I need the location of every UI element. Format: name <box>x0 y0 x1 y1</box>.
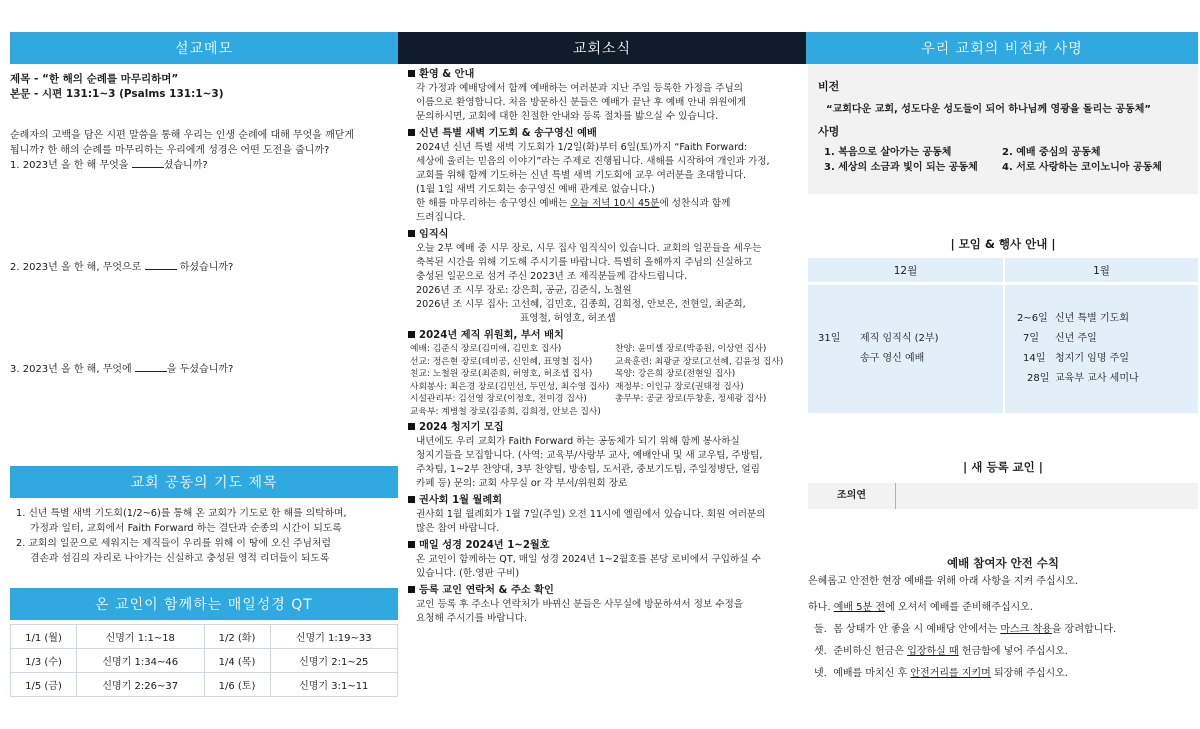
answer-blank <box>145 260 177 270</box>
table-row: 1/3 (수) 신명기 1:34~46 1/4 (목) 신명기 2:1~25 <box>11 649 398 673</box>
qt-table <box>10 624 398 697</box>
question-1: 1. 2023년 올 한 해 무엇을 셨습니까? <box>10 160 208 171</box>
question-3: 3. 2023년 올 한 해, 무엇에 을 두셨습니까? <box>10 364 234 375</box>
intro-line: 순례자의 고백을 담은 시편 말씀을 통해 우리는 인생 순례에 대해 무엇을 깨닫게 <box>10 130 355 141</box>
events-jan-header: 1월 <box>1004 258 1198 282</box>
events-heading: | 모임 & 행사 안내 | <box>950 237 1056 251</box>
table-row: 1/1 (월) 신명기 1:1~18 1/2 (화) 신명기 1:19~33 <box>11 625 398 649</box>
news-heading: 환영 & 안내 <box>408 68 800 82</box>
news-body: 각 가정과 예배당에서 함께 예배하는 여러분과 지난 주일 등록한 가정을 주님의 이름으로 환영합니다. 처음 방문하신 분들은 예배가 끝난 후 예배 안내 위원에게 문의하시면, 교회에 대한 친절한 안내와 등록 절차를 밟으실 수 있습니다. <box>416 83 747 122</box>
church-news-header: 교회소식 <box>398 32 806 64</box>
answer-blank <box>132 158 164 168</box>
vision-text: “교회다운 교회, 성도다운 성도들이 되어 하나님께 영광을 돌리는 공동체” <box>826 104 1151 115</box>
answer-blank <box>135 362 167 372</box>
news-body: 오늘 2부 예배 중 시무 장로, 시무 집사 임직식이 있습니다. 교회의 일꾼들을 세우는 축복된 시간을 위해 기도해 주시기를 바랍니다. 특별히 올해까지 주님의 신실하고 충성된 일꾼으로 섬겨 주신 2023년 조 제직분들께 감사드립니다. 2026년 조 시무 장로: 강은희, 공균, 김준식, 노철원 2026년 조 시무 집사: 고선혜, 김민호, 김종희, 김희정, 안보은, 전현일, 최준희, 표영철, 허영호, 허조셉 <box>416 243 762 324</box>
prayer-header: 교회 공동의 기도 제목 <box>10 466 398 498</box>
safety-item: 넷. 예배를 마치신 후 안전거리를 지키며 퇴장해 주십시오. <box>814 668 1068 679</box>
intro-line: 됩니까? 한 해의 순례를 마무리하는 우리에게 성경은 어떤 도전을 줍니까? <box>10 145 330 156</box>
events-table <box>808 258 1198 413</box>
new-members-heading: | 새 등록 교인 | <box>963 460 1043 474</box>
sermon-text: 본문 - 시편 131:1~3 (Psalms 131:1~3) <box>10 88 224 100</box>
new-member-name: 조의연 <box>808 483 896 509</box>
events-dec-header: 12월 <box>808 258 1004 282</box>
prayer-item-cont: 가정과 일터, 교회에서 Faith Forward 하는 결단과 순종의 시간이 되도록 <box>30 523 342 534</box>
news-body: 내년에도 우리 교회가 Faith Forward 하는 공동체가 되기 위해 함께 봉사하실 청지기들을 모집합니다. (사역: 교육부/사랑부 교사, 예배안내 및 새 교우팀, 주방팀, 주차팀, 1~2부 찬양대, 3부 찬양팀, 방송팀, 도서관, 중보기도팀, 주일정병단, 얼림 카페 등) 문의: 교회 사무실 or 각 부서/위원회 장로 <box>416 436 763 489</box>
news-body: 권사회 1월 월례회가 1월 7일(주일) 오전 11시에 엘림에서 있습니다. 회원 여러분의 많은 참여 바랍니다. <box>416 509 766 534</box>
prayer-item: 2. 교회의 일꾼으로 세워지는 제직들이 우리를 위해 이 땅에 오신 주님처럼 <box>16 538 331 549</box>
vision-header: 우리 교회의 비전과 사명 <box>806 32 1198 64</box>
news-column <box>408 68 800 626</box>
qt-section <box>10 588 398 697</box>
right-column <box>808 64 1198 685</box>
news-body: 온 교인이 함께하는 QT, 매일 성경 2024년 1~2월호를 본당 로비에서 구입하실 수 있습니다. (한.영판 구비) <box>416 554 761 579</box>
safety-item: 하나. 예배 5분 전에 오셔서 예배를 준비해주십시오. <box>808 602 1034 613</box>
committee-grid: 예배: 김준식 장로(김미애, 김민호 집사) 찬양: 윤미셸 장로(박종원, 이상연 집사) 선교: 정은현 장로(데비공, 신인혜, 표영철 집사) 교육훈련: 최광균 장로(고선혜, 김윤정 집사) 친교: 노철원 장로(최준희, 허영호, 허조셉 집사) 목양: 강은희 장로(전현일 집사) 사회봉사: 최은경 장로(김민선, 두민성, 최수영 집사) 재정부: 이인규 장로(권태정 집사) 시설관리부: 김선영 장로(이정호, 전미경 집사) 총무부: 공균 장로(두창훈, 정세광 집사) 교육부: 계병철 장로(김종희, 김희정, 안보은 집사) <box>410 344 784 417</box>
table-row: 1/5 (금) 신명기 2:26~37 1/6 (토) 신명기 3:1~11 <box>11 673 398 697</box>
safety-heading: 예배 참여자 안전 수칙 <box>947 556 1059 570</box>
news-heading: 2024 청지기 모집 <box>408 421 800 435</box>
prayer-item-cont: 겸손과 섬김의 자리로 나아가는 신실하고 충성된 영적 리더들이 되도록 <box>30 553 330 564</box>
news-heading: 임직식 <box>408 228 800 242</box>
news-heading: 신년 특별 새벽 기도회 & 송구영신 예배 <box>408 127 800 141</box>
mission-heading: 사명 <box>818 125 840 138</box>
qt-header: 온 교인이 함께하는 매일성경 QT <box>10 588 398 620</box>
vision-heading: 비전 <box>818 80 840 93</box>
news-heading: 매일 성경 2024년 1~2월호 <box>408 539 800 553</box>
safety-item: 셋. 준비하신 헌금은 입장하실 때 헌금함에 넣어 주십시오. <box>814 646 1068 657</box>
sermon-memo-header: 설교메모 <box>10 32 398 64</box>
news-body: 교인 등록 후 주소나 연락처가 바뀌신 분들은 사무실에 방문하셔서 정보 수정을 요청해 주시기를 바랍니다. <box>416 599 744 624</box>
events-dec-cell: 31일 제직 임직식 (2부) 송구 영신 예배 <box>808 285 1004 413</box>
safety-item: 둘. 몸 상태가 안 좋을 시 예배당 안에서는 마스크 착용을 장려합니다. <box>814 624 1117 635</box>
mission-list: 1. 복음으로 살아가는 공동체 2. 예배 중심의 공동체 3. 세상의 소금과 빛이 되는 공동체 4. 서로 사랑하는 코이노니아 공동체 <box>824 147 1162 173</box>
sermon-title: 제목 - “한 해의 순례를 마무리하며” <box>10 73 179 85</box>
question-2: 2. 2023년 올 한 해, 무엇으로 하셨습니까? <box>10 262 234 273</box>
left-column <box>10 64 398 692</box>
vision-mission-box <box>808 64 1198 194</box>
new-members-box <box>808 483 1198 509</box>
news-heading: 2024년 제직 위원회, 부서 배치 <box>408 329 800 343</box>
sermon-intro <box>10 128 398 158</box>
news-body: 2024년 신년 특별 새벽 기도회가 1/2일(화)부터 6일(토)까지 “Faith Forward: 세상에 울리는 믿음의 이야기”라는 주제로 진행됩니다. 새해를 시작하여 개인과 가정, 교회를 위해 함께 기도하는 신년 특별 새벽 기도회에 교우 여러분을 초대합니다. (1월 1일 새벽 기도회는 송구영신 예배 관계로 없습니다.) 한 해를 마무리하는 송구영신 예배는 오늘 저녁 10시 45분에 성찬식과 함께 드려집니다. <box>416 142 770 223</box>
news-heading: 권사회 1월 월례회 <box>408 494 800 508</box>
safety-intro: 은혜롭고 안전한 현장 예배를 위해 아래 사항을 지켜 주십시오. <box>808 576 1079 587</box>
events-jan-cell: 2~6일 신년 특별 기도회 7일 신년 주일 14일 청지기 임명 주일 28일 교육부 교사 세미나 <box>1004 285 1198 413</box>
news-heading: 등록 교인 연락처 & 주소 확인 <box>408 584 800 598</box>
prayer-item: 1. 신년 특별 새벽 기도회(1/2~6)를 통해 온 교회가 기도로 한 해를 의탁하며, <box>16 508 347 519</box>
safety-list <box>808 571 1198 685</box>
prayer-section <box>10 466 398 566</box>
